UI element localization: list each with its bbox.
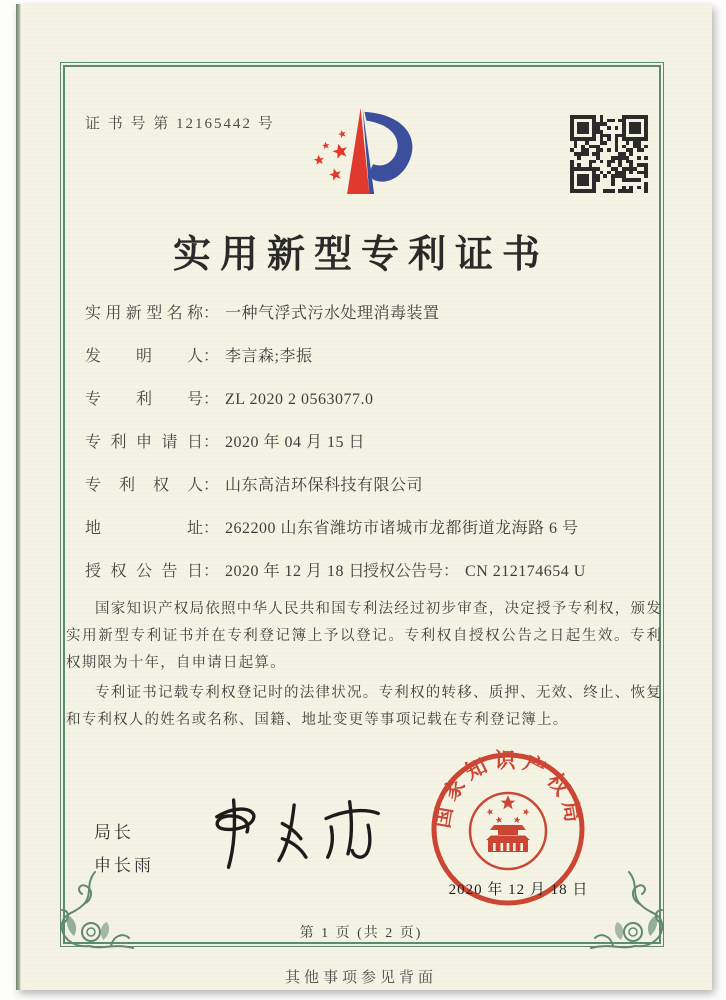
field-value: 2020 年 12 月 18 日 bbox=[225, 563, 366, 580]
legal-text bbox=[66, 596, 662, 738]
logo-blue-p bbox=[365, 112, 413, 182]
certificate-number: 证 书 号 第 12165442 号 bbox=[85, 116, 275, 132]
field-label: 地址 bbox=[85, 520, 203, 537]
field-value: 一种气浮式污水处理消毒装置 bbox=[225, 305, 440, 322]
grant-no-pair bbox=[363, 563, 586, 580]
label-colon: ： bbox=[203, 563, 220, 580]
floral-ornament-bottom-left bbox=[53, 870, 139, 956]
footer-note: 其他事项参见背面 bbox=[284, 970, 437, 986]
label-colon: ： bbox=[203, 348, 220, 365]
field-label: 专利权人 bbox=[85, 477, 203, 494]
label-colon: ： bbox=[203, 477, 220, 494]
field-label: 授权公告日 bbox=[85, 563, 203, 580]
seal-date: 2020 年 12 月 18 日 bbox=[448, 882, 589, 898]
field-label: 实用新型名称 bbox=[85, 305, 203, 322]
cnipa-logo bbox=[292, 103, 437, 200]
logo-stars bbox=[313, 129, 349, 181]
field-row-filing-date bbox=[85, 429, 645, 452]
national-emblem bbox=[470, 793, 546, 869]
svg-text:国家知识产权局 bbox=[430, 749, 586, 830]
officer-block bbox=[94, 816, 154, 882]
officer-title: 局长 bbox=[94, 823, 134, 842]
legal-paragraph-1: 国家知识产权局依照中华人民共和国专利法经过初步审查，决定授予专利权，颁发实用新型专利证书并在专利登记簿上予以登记。专利权自授权公告之日起生效。专利权期限为十年，自申请日起算。 bbox=[66, 601, 662, 671]
certificate-title: 实用新型专利证书 bbox=[172, 234, 549, 276]
page-number: 第 1 页 (共 2 页) bbox=[299, 926, 423, 941]
officer-name: 申长雨 bbox=[94, 856, 154, 875]
field-row-address bbox=[85, 515, 645, 538]
label-colon: ： bbox=[203, 305, 220, 322]
field-label: 发明人 bbox=[85, 348, 203, 365]
fields-section bbox=[85, 300, 645, 601]
field-label: 专利号 bbox=[85, 391, 203, 408]
label-colon: ： bbox=[203, 520, 220, 537]
legal-paragraph-2: 专利证书记载专利权登记时的法律状况。专利权的转移、质押、无效、终止、恢复和专利权人的姓名或名称、国籍、地址变更等事项记载在专利登记簿上。 bbox=[66, 685, 662, 729]
field-row-inventor bbox=[85, 343, 645, 366]
seal-text: 国家知识产权局 bbox=[429, 749, 587, 830]
label-colon: ： bbox=[203, 391, 220, 408]
qr-code-modules bbox=[570, 115, 648, 193]
field-row-grant bbox=[85, 558, 645, 581]
qr-code bbox=[568, 113, 654, 199]
grant-date-pair bbox=[85, 558, 366, 581]
field-value: 2020 年 04 月 15 日 bbox=[225, 434, 366, 451]
handwritten-signature bbox=[205, 792, 390, 882]
certificate-paper bbox=[16, 4, 712, 990]
field-label: 专利申请日 bbox=[85, 434, 203, 451]
field-label: 授权公告号 bbox=[363, 563, 444, 580]
binding-edge bbox=[16, 4, 21, 990]
field-row-patentee bbox=[85, 472, 645, 495]
field-value: CN 212174654 U bbox=[465, 563, 586, 580]
field-value: 262200 山东省潍坊市诸城市龙都街道龙海路 6 号 bbox=[225, 520, 579, 537]
field-row-name bbox=[85, 300, 645, 323]
field-value: 李言森;李振 bbox=[225, 348, 313, 365]
label-colon: ： bbox=[203, 434, 220, 451]
field-value: 山东高洁环保科技有限公司 bbox=[225, 477, 424, 494]
field-value: ZL 2020 2 0563077.0 bbox=[225, 391, 374, 408]
label-colon: ： bbox=[443, 563, 460, 580]
field-row-patent-no bbox=[85, 386, 645, 409]
